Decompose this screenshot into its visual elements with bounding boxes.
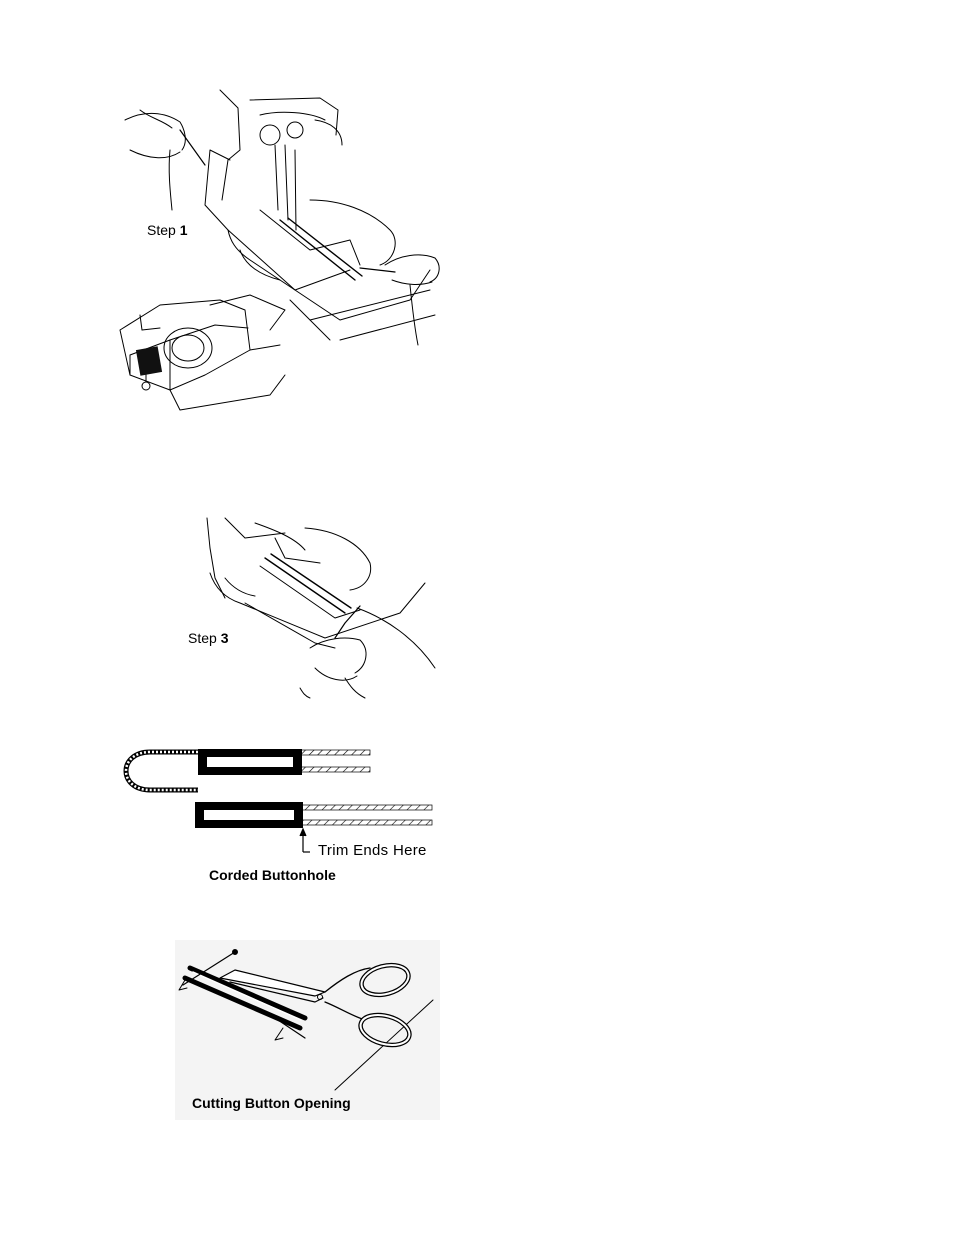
step3-label bbox=[188, 630, 229, 646]
bottom-cord-ends bbox=[302, 805, 432, 825]
trim-pointer-arrow bbox=[300, 829, 310, 852]
corded-buttonhole-figure bbox=[120, 740, 450, 890]
cutting-caption: Cutting Button Opening bbox=[192, 1095, 351, 1111]
step3-illustration bbox=[185, 518, 445, 698]
cutting-illustration bbox=[175, 940, 440, 1120]
step1-label-prefix: Step bbox=[147, 222, 176, 238]
cutting-figure bbox=[175, 940, 440, 1120]
trim-ends-annotation: Trim Ends Here bbox=[318, 842, 427, 859]
step1-label-number: 1 bbox=[179, 222, 188, 238]
step3-label-number: 3 bbox=[220, 630, 229, 646]
step3-label-prefix: Step bbox=[188, 630, 217, 646]
step1-illustration bbox=[110, 90, 450, 420]
step1-figure bbox=[110, 90, 450, 420]
step1-label bbox=[147, 222, 188, 238]
step3-figure bbox=[185, 518, 445, 698]
corded-buttonhole-caption: Corded Buttonhole bbox=[209, 867, 336, 883]
